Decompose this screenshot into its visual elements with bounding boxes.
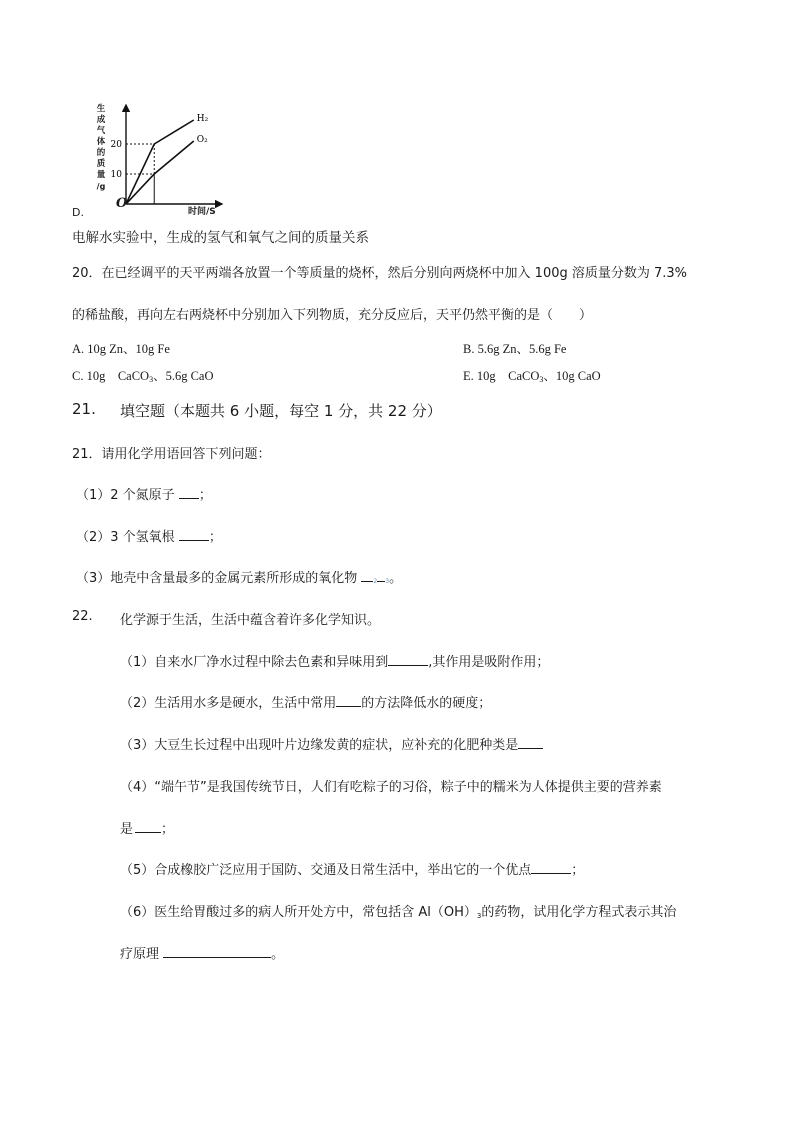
q22-i3-text: （3）大豆生长过程中出现叶片边缘发黄的症状，应补充的化肥种类是 xyxy=(120,738,519,753)
q22-i5-text: （5）合成橡胶广泛应用于国防、交通及日常生活中，举出它的一个优点 xyxy=(120,863,532,878)
q22-item1 xyxy=(120,651,549,670)
q21-part2 xyxy=(76,526,222,545)
ylabel-char: 生 xyxy=(96,104,106,114)
option-c-text: C. 10g CaCO xyxy=(72,369,150,383)
answer-blank[interactable] xyxy=(336,693,361,707)
q22-item5 xyxy=(120,859,584,878)
q20-option-c xyxy=(72,366,214,384)
q21-p3-end: 。 xyxy=(389,571,403,586)
answer-blank[interactable] xyxy=(361,568,373,582)
q22-i1-text: （1）自来水厂净水过程中除去色素和异味用到 xyxy=(120,655,389,670)
section-title: 填空题（本题共 6 小题，每空 1 分，共 22 分） xyxy=(120,402,442,420)
series-line xyxy=(126,141,194,204)
q22-i2-text-2: 的方法降低水的硬度； xyxy=(361,696,492,711)
answer-blank[interactable] xyxy=(135,819,161,833)
q22-item4-cont xyxy=(120,818,174,837)
q20-option-b: B. 5.6g Zn、5.6g Fe xyxy=(463,342,567,356)
q22-i2-text: （2）生活用水多是硬水，生活中常用 xyxy=(120,696,337,711)
q22-i1-text-2: ,其作用是吸附作用； xyxy=(428,655,550,670)
q22-i6-sub: 3 xyxy=(476,912,482,920)
q22-i6-text-3: 疗原理 xyxy=(120,947,160,962)
series-label: H₂ xyxy=(196,114,209,124)
q21-p3-hint: 2 xyxy=(373,578,378,585)
chart-d xyxy=(70,100,230,218)
chart-plot xyxy=(70,100,230,218)
chart-option-label: D. xyxy=(72,206,84,219)
q20-line1: 20．在已经调平的天平两端各放置一个等质量的烧杯，然后分别向两烧杯中加入 100g 溶质量分数为 7.3% xyxy=(72,266,688,281)
option-c-sub: 3 xyxy=(149,375,154,384)
ylabel-char: 质 xyxy=(96,159,106,169)
q22-item6 xyxy=(120,901,676,920)
q20-option-a: A. 10g Zn、10g Fe xyxy=(72,342,170,356)
series-line xyxy=(126,120,194,204)
chart-origin: O xyxy=(116,196,128,211)
ylabel-char: 体 xyxy=(96,137,106,147)
q21-p3-text: （3）地壳中含量最多的金属元素所形成的氧化物 xyxy=(76,571,358,586)
chart-xlabel: 时间/S xyxy=(188,207,216,217)
q21-stem: 21．请用化学用语回答下列问题： xyxy=(72,447,271,462)
ylabel-char: 气 xyxy=(96,126,106,136)
q21-p2-text: （2）3 个氢氧根 xyxy=(76,530,175,545)
answer-blank[interactable] xyxy=(179,485,199,499)
q21-part1 xyxy=(76,484,212,503)
answer-blank[interactable] xyxy=(179,527,209,541)
y-tick-label: 20 xyxy=(110,140,122,150)
section-number: 21. xyxy=(72,400,96,418)
q22-stem: 化学源于生活，生活中蕴含着许多化学知识。 xyxy=(120,613,381,628)
y-tick-label: 10 xyxy=(110,170,122,180)
q22-i6-text-2: 的药物，试用化学方程式表示其治 xyxy=(481,905,677,920)
q22-i4-end: ； xyxy=(161,822,175,837)
ylabel-char: 成 xyxy=(96,115,106,125)
q22-i6-end: 。 xyxy=(271,947,285,962)
answer-blank[interactable] xyxy=(388,652,428,666)
q22-item3 xyxy=(120,734,543,753)
q21-p1-text: （1）2 个氮原子 xyxy=(76,488,175,503)
q22-i5-end: ； xyxy=(571,863,585,878)
q22-item4: （4）“端午节”是我国传统节日，人们有吃粽子的习俗，粽子中的糯米为人体提供主要的营养素 xyxy=(120,780,662,795)
ylabel-char: 量 xyxy=(96,170,106,180)
option-c-text-2: 、5.6g CaO xyxy=(153,369,214,383)
ylabel-char: 的 xyxy=(96,148,106,158)
option-e-sub: 3 xyxy=(539,375,544,384)
q22-i6-text: （6）医生给胃酸过多的病人所开处方中，常包括含 Al（OH） xyxy=(120,905,477,920)
q22-item6-cont xyxy=(120,943,284,962)
q21-p2-end: ； xyxy=(208,530,222,545)
q21-p1-end: ； xyxy=(198,488,212,503)
q22-item2 xyxy=(120,692,491,711)
option-e-text: E. 10g CaCO xyxy=(463,369,540,383)
option-e-text-2: 、10g CaO xyxy=(543,369,601,383)
series-label: O₂ xyxy=(196,135,208,145)
q21-part3 xyxy=(76,567,402,586)
chart-caption: 电解水实验中，生成的氢气和氧气之间的质量关系 xyxy=(72,230,369,246)
answer-blank[interactable] xyxy=(531,860,571,874)
answer-blank[interactable] xyxy=(518,735,543,749)
answer-blank[interactable] xyxy=(163,944,271,958)
ylabel-char: /g xyxy=(96,182,106,191)
q20-line2: 的稀盐酸，再向左右两烧杯中分别加入下列物质，充分反应后，天平仍然平衡的是（ ） xyxy=(72,308,593,323)
q22-i4-text: 是 xyxy=(120,822,134,837)
q20-option-e xyxy=(463,366,601,384)
q21-p3-hint: 3 xyxy=(385,578,390,585)
q22-number: 22. xyxy=(72,609,93,624)
